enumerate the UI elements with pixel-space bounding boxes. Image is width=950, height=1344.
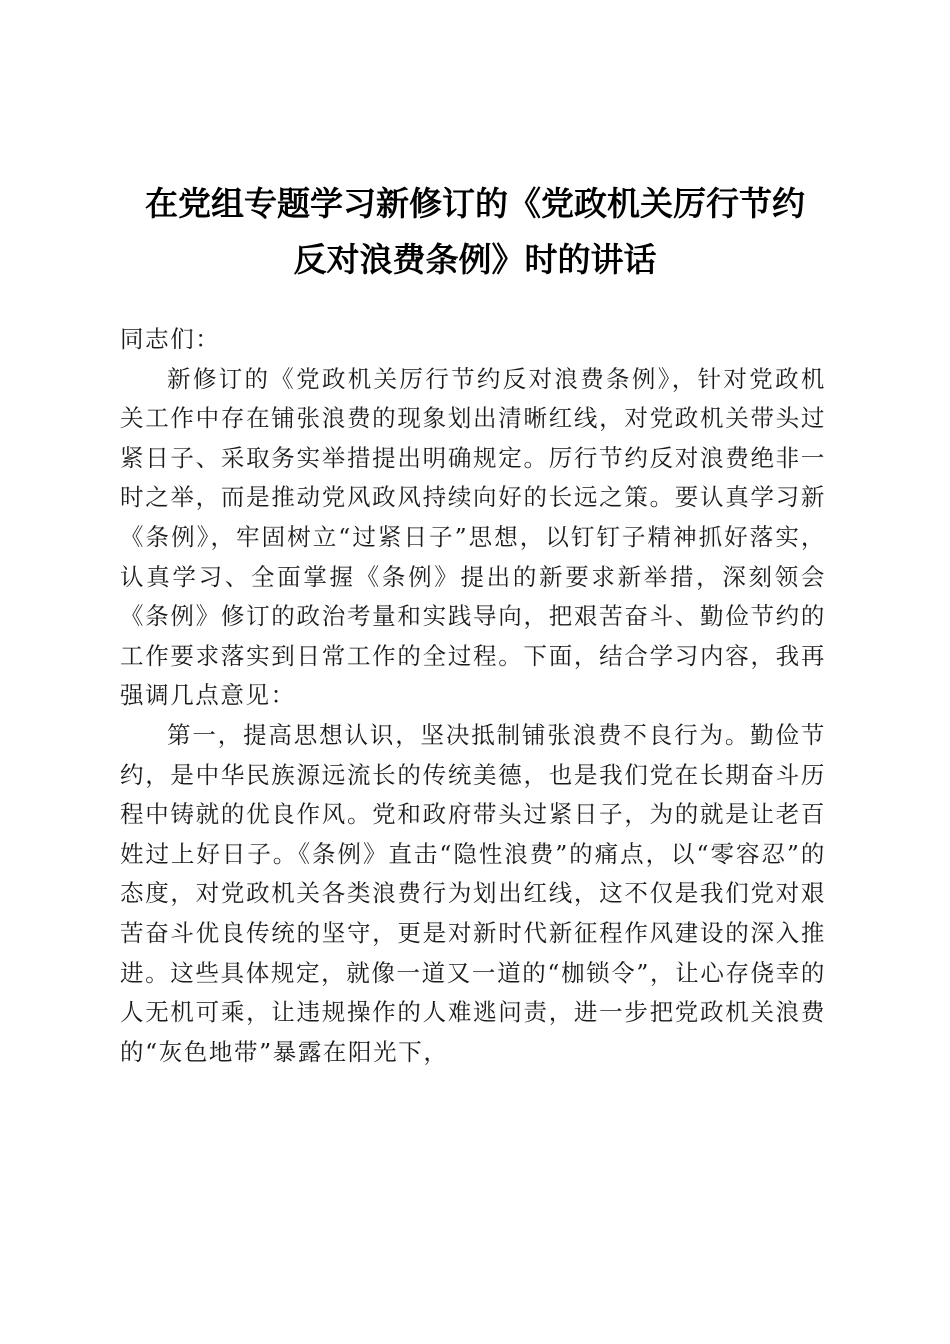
- speech-body: [120, 320, 826, 1072]
- title-line-2: 反对浪费条例》时的讲话: [293, 240, 657, 279]
- paragraph-intro: 新修订的《党政机关厉行节约反对浪费条例》，针对党政机关工作中存在铺张浪费的现象划出清晰红线，对党政机关带头过紧日子、采取务实举措提出明确规定。厉行节约反对浪费绝非一时之举，而是推动党风政风持续向好的长远之策。要认真学习新《条例》，牢固树立“过紧日子”思想，以钉钉子精神抓好落实，认真学习、全面掌握《条例》提出的新要求新举措，深刻领会《条例》修订的政治考量和实践导向，把艰苦奋斗、勤俭节约的工作要求落实到日常工作的全过程。下面，结合学习内容，我再强调几点意见：: [120, 364, 826, 710]
- document-title: [100, 176, 850, 288]
- salutation: 同志们：: [120, 325, 221, 353]
- paragraph-first-point: 第一，提高思想认识，坚决抵制铺张浪费不良行为。勤俭节约，是中华民族源远流长的传统美德，也是我们党在长期奋斗历程中铸就的优良作风。党和政府带头过紧日子，为的就是让老百姓过上好日子。《条例》直击“隐性浪费”的痛点，以“零容忍”的态度，对党政机关各类浪费行为划出红线，这不仅是我们党对艰苦奋斗优良传统的坚守，更是对新时代新征程作风建设的深入推进。这些具体规定，就像一道又一道的“枷锁令”，让心存侥幸的人无机可乘，让违规操作的人难逃问责，进一步把党政机关浪费的“灰色地带”暴露在阳光下，: [120, 720, 826, 1066]
- title-line-1: 在党组专题学习新修订的《党政机关厉行节约: [145, 184, 805, 223]
